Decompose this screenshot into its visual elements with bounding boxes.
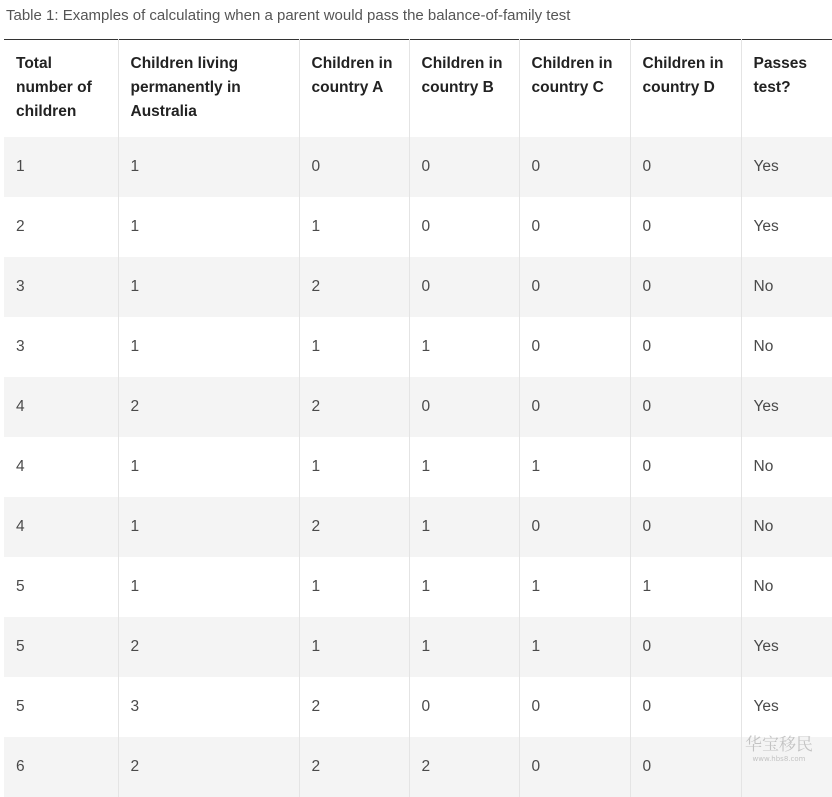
cell-country-b: 1 — [409, 617, 519, 677]
cell-passes-test: No — [753, 337, 774, 355]
cell-country-d: 0 — [630, 677, 741, 737]
cell-country-a: 0 — [299, 137, 409, 197]
cell-country-b: 0 — [409, 197, 519, 257]
cell-country-a: 2 — [299, 497, 409, 557]
header-total-children: Total number of children — [4, 40, 118, 137]
table-row — [4, 197, 832, 257]
cell-country-d: 0 — [630, 377, 741, 437]
cell-country-a: 2 — [299, 257, 409, 317]
cell-country-c: 0 — [519, 377, 630, 437]
cell-country-c: 0 — [519, 197, 630, 257]
cell-country-c: 0 — [519, 137, 630, 197]
cell-total-children: 3 — [4, 257, 118, 317]
cell-total-children: 4 — [4, 437, 118, 497]
cell-passes-test: No — [753, 457, 774, 475]
cell-children-australia: 1 — [118, 197, 299, 257]
cell-country-b: 1 — [409, 437, 519, 497]
cell-total-children: 5 — [4, 617, 118, 677]
header-country-c: Children in country C — [519, 40, 630, 137]
table-body — [4, 137, 832, 797]
cell-children-australia: 2 — [118, 377, 299, 437]
cell-total-children: 3 — [4, 317, 118, 377]
cell-children-australia: 2 — [118, 617, 299, 677]
cell-country-a: 1 — [299, 317, 409, 377]
table-row — [4, 617, 832, 677]
cell-country-b: 0 — [409, 137, 519, 197]
table-row — [4, 317, 832, 377]
table-header-row — [4, 40, 832, 137]
cell-country-d: 1 — [630, 557, 741, 617]
cell-country-b: 0 — [409, 377, 519, 437]
cell-country-a: 1 — [299, 617, 409, 677]
table-row — [4, 677, 832, 737]
cell-passes-test: No — [753, 277, 774, 295]
cell-passes-test: Yes — [753, 157, 779, 175]
cell-country-a: 1 — [299, 557, 409, 617]
cell-total-children: 5 — [4, 557, 118, 617]
cell-total-children: 5 — [4, 677, 118, 737]
header-children-australia: Children living permanently in Australia — [118, 40, 299, 137]
cell-total-children: 4 — [4, 497, 118, 557]
header-country-d: Children in country D — [630, 40, 741, 137]
table-row — [4, 437, 832, 497]
cell-children-australia: 3 — [118, 677, 299, 737]
cell-country-d: 0 — [630, 617, 741, 677]
cell-total-children: 4 — [4, 377, 118, 437]
cell-country-c: 0 — [519, 497, 630, 557]
cell-country-b: 1 — [409, 557, 519, 617]
cell-passes-test: Yes — [753, 637, 779, 655]
table-caption: Table 1: Examples of calculating when a parent would pass the balance-of-family test — [6, 7, 571, 24]
cell-total-children: 1 — [4, 137, 118, 197]
header-country-a: Children in country A — [299, 40, 409, 137]
cell-country-a: 2 — [299, 377, 409, 437]
cell-country-c: 1 — [519, 617, 630, 677]
cell-country-d: 0 — [630, 737, 741, 797]
table-row — [4, 257, 832, 317]
cell-country-d: 0 — [630, 317, 741, 377]
cell-children-australia: 1 — [118, 437, 299, 497]
cell-country-c: 0 — [519, 257, 630, 317]
cell-passes-test: Yes — [753, 697, 779, 715]
cell-country-c: 0 — [519, 737, 630, 797]
cell-children-australia: 1 — [118, 497, 299, 557]
watermark-text: 华宝移民 — [745, 735, 813, 755]
cell-country-b: 0 — [409, 257, 519, 317]
cell-country-a: 1 — [299, 437, 409, 497]
cell-children-australia: 1 — [118, 257, 299, 317]
cell-country-c: 0 — [519, 677, 630, 737]
watermark-logo — [740, 730, 818, 764]
cell-passes-test: No — [753, 517, 774, 535]
cell-country-c: 0 — [519, 317, 630, 377]
cell-children-australia: 1 — [118, 557, 299, 617]
cell-country-a: 2 — [299, 737, 409, 797]
header-passes-test: Passes test? — [753, 55, 807, 96]
cell-passes-test: No — [753, 577, 774, 595]
table-row — [4, 497, 832, 557]
table-row — [4, 137, 832, 197]
cell-children-australia: 1 — [118, 137, 299, 197]
table-row — [4, 737, 832, 797]
cell-total-children: 2 — [4, 197, 118, 257]
cell-country-b: 2 — [409, 737, 519, 797]
cell-children-australia: 1 — [118, 317, 299, 377]
header-country-b: Children in country B — [409, 40, 519, 137]
cell-country-a: 1 — [299, 197, 409, 257]
table-row — [4, 557, 832, 617]
table-row — [4, 377, 832, 437]
cell-passes-test: Yes — [753, 397, 779, 415]
cell-country-a: 2 — [299, 677, 409, 737]
cell-country-d: 0 — [630, 497, 741, 557]
cell-passes-test: Yes — [753, 217, 779, 235]
cell-country-d: 0 — [630, 137, 741, 197]
cell-country-d: 0 — [630, 197, 741, 257]
cell-country-b: 1 — [409, 317, 519, 377]
cell-country-d: 0 — [630, 437, 741, 497]
cell-country-d: 0 — [630, 257, 741, 317]
cell-country-c: 1 — [519, 437, 630, 497]
cell-country-c: 1 — [519, 557, 630, 617]
balance-of-family-table — [4, 39, 832, 797]
cell-children-australia: 2 — [118, 737, 299, 797]
watermark-url: www.hbs8.com — [752, 755, 806, 763]
cell-total-children: 6 — [4, 737, 118, 797]
cell-country-b: 1 — [409, 497, 519, 557]
cell-country-b: 0 — [409, 677, 519, 737]
